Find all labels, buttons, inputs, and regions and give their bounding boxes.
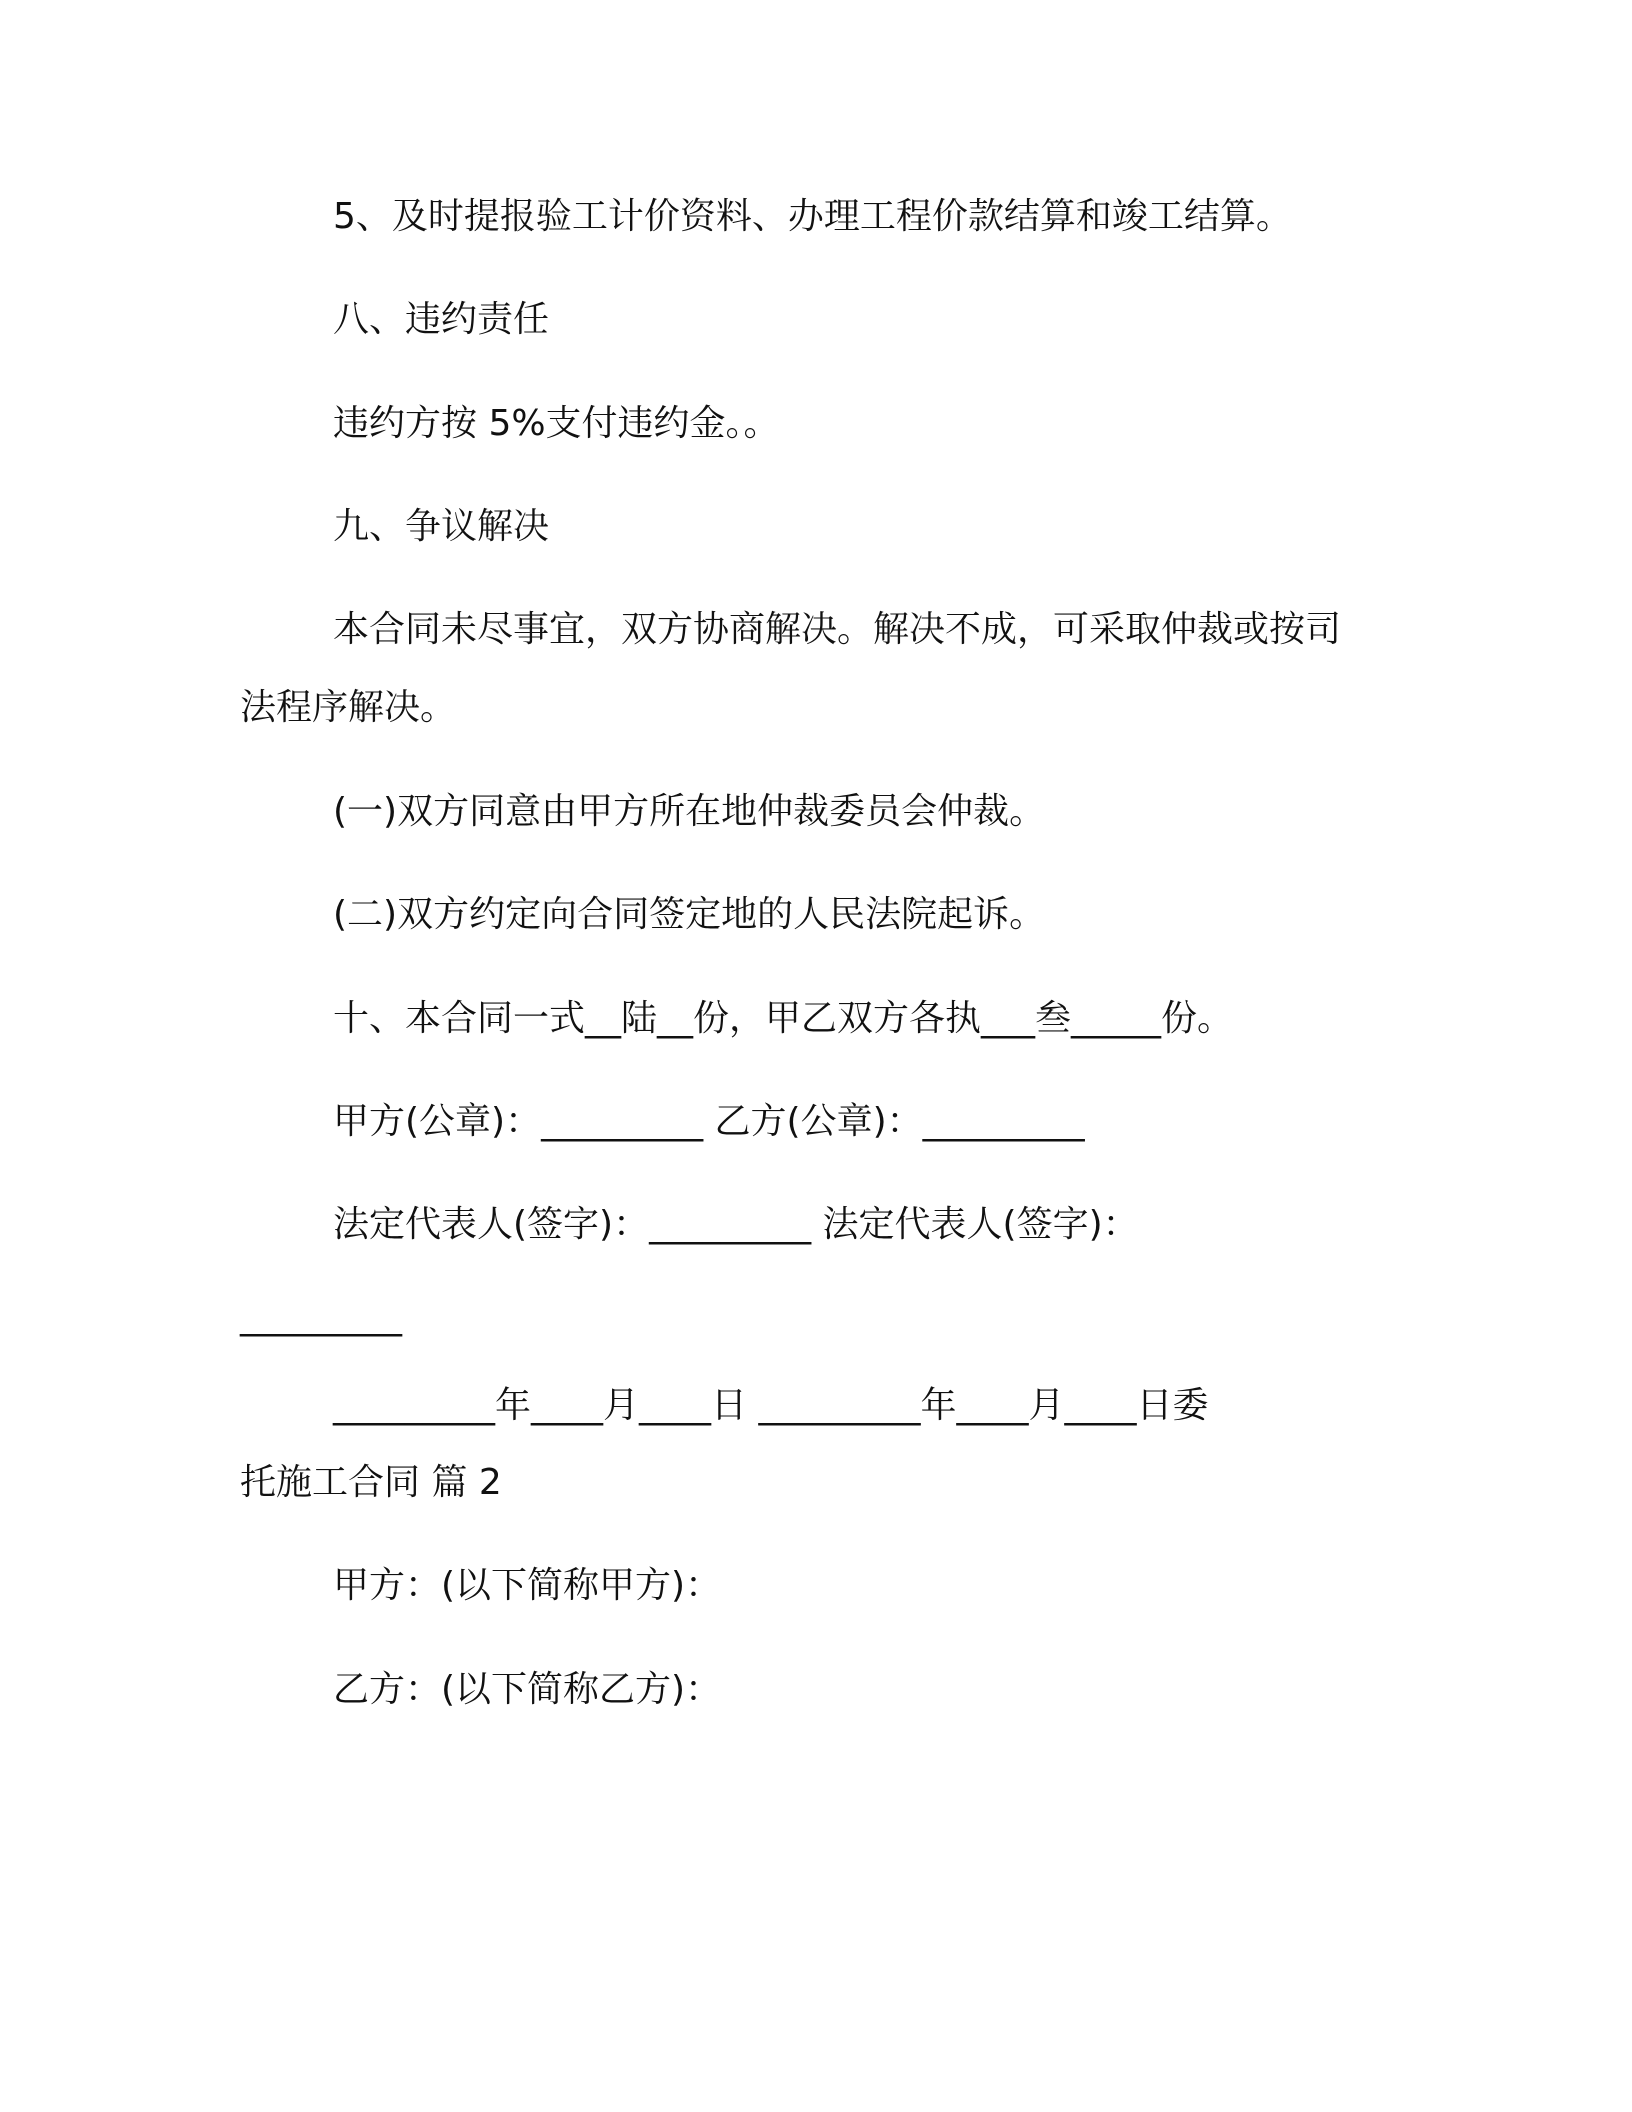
signature-seal-line: 甲方(公章)：_________ 乙方(公章)：_________ — [333, 1101, 1085, 1142]
section-heading-dispute: 九、争议解决 — [333, 506, 550, 547]
section-heading-breach: 八、违约责任 — [333, 299, 550, 340]
dispute-option-2: (二)双方约定向合同签定地的人民法院起诉。 — [333, 894, 1046, 935]
paragraph-dispute-line-1: 本合同未尽事宜，双方协商解决。解决不成，可采取仲裁或按司 — [333, 609, 1342, 650]
date-line: _________年____月____日 _________年____月____日委 — [333, 1385, 1209, 1426]
signature-representative-line: 法定代表人(签字)：_________ 法定代表人(签字)： — [333, 1204, 1139, 1245]
party-b-line: 乙方：(以下简称乙方)： — [333, 1669, 722, 1710]
section-copies: 十、本合同一式__陆__份，甲乙双方各执___叁_____份。 — [333, 998, 1234, 1039]
clause-item-5: 5、及时提报验工计价资料、办理工程价款结算和竣工结算。 — [333, 196, 1292, 237]
paragraph-penalty: 违约方按 5%支付违约金。。 — [333, 403, 780, 444]
signature-blank-line: _________ — [240, 1296, 402, 1337]
party-a-line: 甲方：(以下简称甲方)： — [333, 1565, 722, 1606]
contract-title-part-2: 托施工合同 篇 2 — [240, 1462, 502, 1503]
dispute-option-1: (一)双方同意由甲方所在地仲裁委员会仲裁。 — [333, 791, 1046, 832]
paragraph-dispute-line-2: 法程序解决。 — [240, 687, 457, 728]
